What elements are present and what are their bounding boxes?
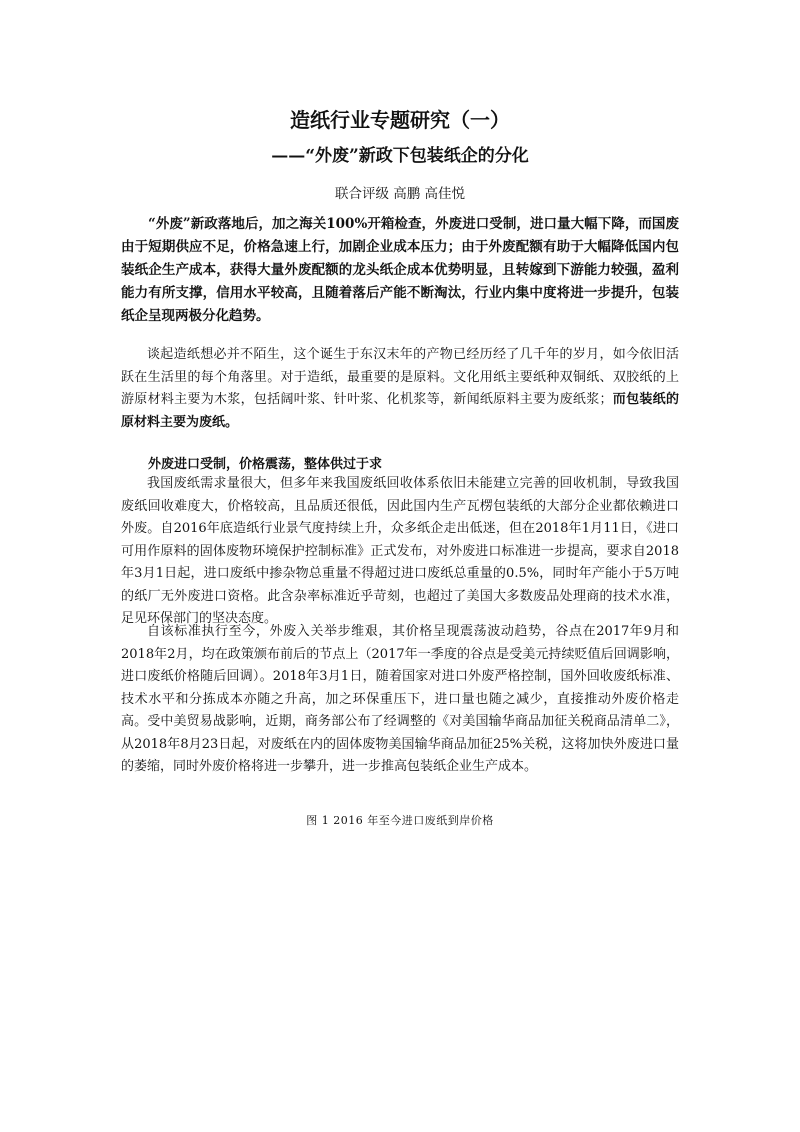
body-paragraph-2: 自该标准执行至今，外废入关举步维艰，其价格呈现震荡波动趋势，谷点在2017年9月和2018年2月，均在政策颁布前后的节点上（2017年一季度的谷点是受美元持续贬值后回调影响，进口废纸价格随后回调）。2018年3月1日，随着国家对进口外废严格控制，国外回收废纸标准、技术水平和分拣成本亦随之升高，加之环保重压下，进口量也随之减少，直接推动外废价格走高。受中美贸易战影响，近期，商务部公布了经调整的《对美国输华商品加征关税商品清单二》，从2018年8月23日起，对废纸在内的固体废物美国输华商品加征25%关税，这将加快外废进口量的萎缩，同时外废价格将进一步攀升，进一步推高包装纸企业生产成本。 (121, 624, 679, 774)
abstract-paragraph: “外废”新政落地后，加之海关100%开箱检查，外废进口受制，进口量大幅下降，而国废由于短期供应不足，价格急速上行，加剧企业成本压力；由于外废配额有助于大幅降低国内包装纸企生产成本，获得大量外废配额的龙头纸企成本优势明显，且转嫁到下游能力较强，盈利能力有所支撑，信用水平较高，且随着落后产能不断淘汰，行业内集中度将进一步提升，包装纸企呈现两极分化趋势。 (121, 216, 679, 324)
intro-paragraph (121, 344, 679, 434)
body-paragraph-1: 我国废纸需求量很大，但多年来我国废纸回收体系依旧未能建立完善的回收机制，导致我国废纸回收难度大，价格较高，且品质还很低，因此国内生产瓦楞包装纸的大部分企业都依赖进口外废。自2016年底造纸行业景气度持续上升，众多纸企走出低迷，但在2018年1月11日，《进口可用作原料的固体废物环境保护控制标准》正式发布，对外废进口标准进一步提高，要求自2018年3月1日起，进口废纸中掺杂物总重量不得超过进口废纸总重量的0.5%，同时年产能小于5万吨的纸厂无外废进口资格。此含杂率标准近乎苛刻，也超过了美国大多数废品处理商的技术水准，足见环保部门的坚决态度。 (121, 476, 679, 626)
section-heading: 外废进口受制，价格震荡，整体供过于求 (148, 457, 383, 472)
author-line: 联合评级 高鹏 高佳悦 (334, 186, 466, 202)
document-subtitle: ——“外废”新政下包装纸企的分化 (271, 146, 529, 166)
intro-bold-text: 而包装纸的原材料主要为废纸。 (121, 392, 679, 430)
document-title: 造纸行业专题研究（一） (290, 108, 510, 132)
intro-text: 谈起造纸想必并不陌生，这个诞生于东汉末年的产物已经历经了几千年的岁月，如今依旧活跃在生活里的每个角落里。对于造纸，最重要的是原料。文化用纸主要纸种双铜纸、双胶纸的上游原材料主要为木浆，包括阔叶浆、针叶浆、化机浆等，新闻纸原料主要为废纸浆； (121, 347, 679, 407)
figure-caption: 图 1 2016 年至今进口废纸到岸价格 (306, 814, 494, 827)
